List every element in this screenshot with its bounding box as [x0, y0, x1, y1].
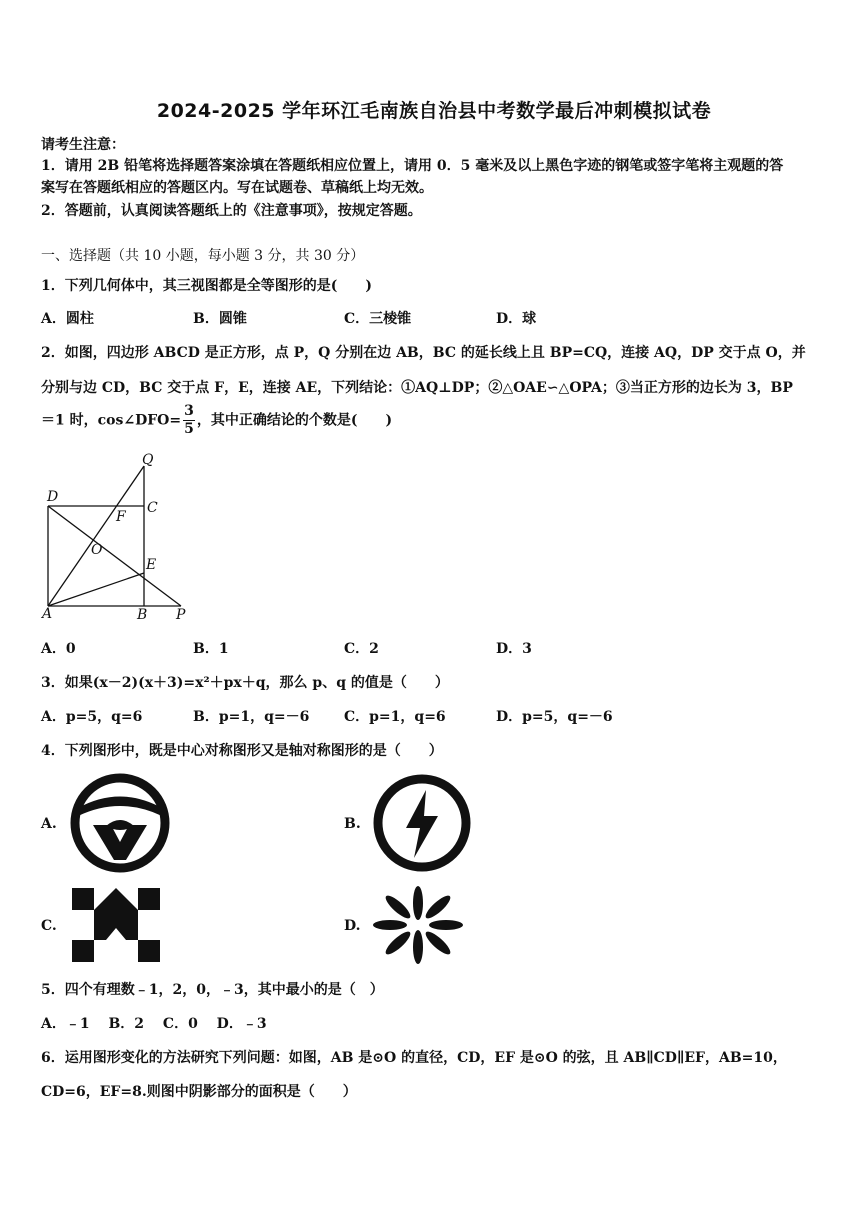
q2-line-3 [41, 403, 392, 438]
label-p: P [176, 607, 186, 620]
label-e: E [146, 557, 157, 573]
q2-option-c: C．2 [344, 641, 379, 657]
line-aq [48, 466, 144, 606]
fraction [183, 403, 195, 438]
notice-header: 请考生注意： [41, 137, 125, 153]
label-c: C [147, 500, 158, 516]
q1-stem: 1．下列几何体中，其三视图都是全等图形的是( ) [41, 278, 372, 294]
notice-item-2: 2．答题前，认真阅读答题纸上的《注意事项》，按规定答题。 [41, 203, 422, 219]
q3-option-c: C．p=1，q=6 [344, 709, 446, 725]
q2-line-3-prefix: ＝1 时，cos∠DFO= [41, 412, 182, 429]
q4-stem: 4．下列图形中，既是中心对称图形又是轴对称图形的是（ ） [41, 743, 443, 759]
fraction-denominator: 5 [184, 421, 194, 437]
notice-item-1-line-2: 案写在答题纸相应的答题区内。写在试题卷、草稿纸上均无效。 [41, 180, 433, 196]
q1-option-a: A．圆柱 [41, 311, 94, 327]
label-a: A [42, 606, 53, 620]
label-b: B [137, 607, 148, 620]
label-f: F [116, 509, 126, 525]
exam-title: 2024-2025 学年环江毛南族自治县中考数学最后冲刺模拟试卷 [156, 100, 712, 122]
q5-stem: 5．四个有理数﹣1，2，0，﹣3，其中最小的是（ ） [41, 982, 384, 998]
q1-option-b: B．圆锥 [193, 311, 247, 327]
q6-line-2: CD=6，EF=8.则图中阴影部分的面积是（ ） [41, 1084, 357, 1100]
q3-stem: 3．如果(x－2)(x＋3)=x²＋px＋q，那么 p、q 的值是（ ） [41, 675, 449, 691]
q2-line-2: 分别与边 CD，BC 交于点 F，E，连接 AE，下列结论：①AQ⊥DP；②△OAE∽△OPA；③当正方形的边长为 3，BP [41, 380, 793, 396]
q3-option-b: B．p=1，q=－6 [193, 709, 310, 725]
q4-label-b: B. [344, 816, 361, 832]
q2-option-d: D．3 [496, 641, 532, 657]
q1-option-d: D．球 [496, 311, 537, 327]
label-d: D [47, 489, 59, 505]
q1-option-c: C．三棱锥 [344, 311, 412, 327]
q3-option-a: A．p=5，q=6 [41, 709, 143, 725]
line-ae [48, 573, 144, 606]
lightning-circle-icon [370, 770, 474, 876]
label-o: O [91, 542, 103, 558]
fraction-numerator: 3 [184, 403, 194, 419]
q4-label-a: A. [41, 816, 57, 832]
circle-v-emblem-icon [66, 770, 174, 876]
q4-label-d: D. [344, 918, 361, 934]
q5-options: A．﹣1 B．2 C．0 D．﹣3 [41, 1016, 267, 1032]
q2-line-1: 2．如图，四边形 ABCD 是正方形，点 P，Q 分别在边 AB，BC 的延长线上且 BP=CQ，连接 AQ，DP 交于点 O，并 [41, 345, 806, 361]
q2-option-a: A．0 [41, 641, 76, 657]
section-heading: 一、选择题（共 10 小题，每小题 3 分，共 30 分） [41, 248, 365, 264]
q3-option-d: D．p=5，q=－6 [496, 709, 613, 725]
notice-item-1-line-1: 1．请用 2B 铅笔将选择题答案涂填在答题纸相应位置上，请用 0．5 毫米及以上黑色字迹的钢笔或签字笔将主观题的答 [41, 158, 784, 174]
q6-line-1: 6．运用图形变化的方法研究下列问题：如图，AB 是⊙O 的直径，CD，EF 是⊙O 的弦，且 AB∥CD∥EF，AB=10， [41, 1050, 787, 1066]
petal-flower-icon [370, 884, 466, 966]
q2-option-b: B．1 [193, 641, 229, 657]
block-arrow-pattern-icon [68, 884, 164, 966]
label-q: Q [142, 452, 154, 468]
q4-label-c: C. [41, 918, 57, 934]
line-dp [48, 506, 181, 606]
q2-line-3-suffix: ，其中正确结论的个数是( ) [196, 412, 393, 429]
square-geometry-figure [36, 448, 196, 620]
